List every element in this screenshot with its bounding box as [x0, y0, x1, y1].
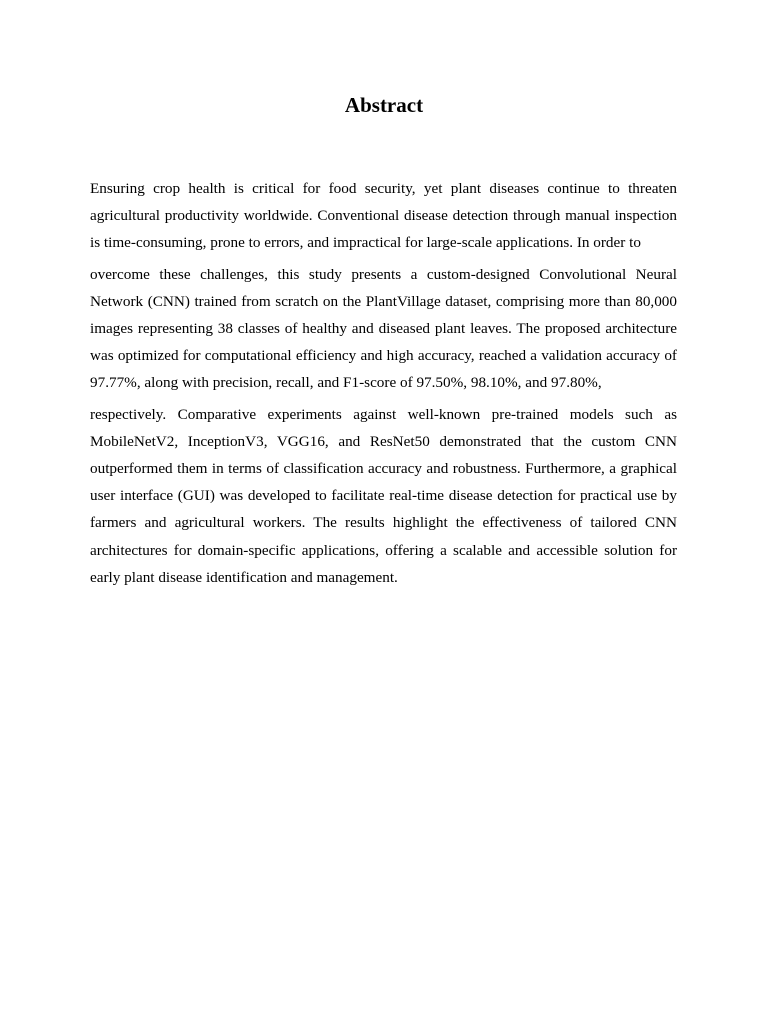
- abstract-heading: Abstract: [344, 93, 424, 117]
- abstract-paragraph: [90, 175, 677, 591]
- abstract-text-part-1: Ensuring crop health is critical for food security, yet plant diseases continue to threaten agricultural productivity worldwide. Conventional disease detection through manual inspection is time-consuming, prone to errors, and impractical for large-scale applications. In order to: [90, 180, 677, 252]
- line-gap: [90, 397, 677, 401]
- line-gap: [90, 257, 677, 261]
- abstract-text-part-2: overcome these challenges, this study presents a custom-designed Convolutional Neural Network (CNN) trained from scratch on the PlantVillage dataset, comprising more than 80,000 images representing 38 classes of healthy and diseased plant leaves. The proposed architecture was optimized for computational efficiency and high accuracy, reached a validation accuracy of 97.77%, along with precision, recall, and F1-score of 97.50%, 98.10%, and 97.80%,: [90, 265, 677, 392]
- abstract-text-part-3: respectively. Comparative experiments against well-known pre-trained models such as MobileNetV2, InceptionV3, VGG16, and ResNet50 demonstrated that the custom CNN outperformed them in terms of classification accuracy and robustness. Furthermore, a graphical user interface (GUI) was developed to facilitate real-time disease detection for practical use by farmers and agricultural workers. The results highlight the effectiveness of tailored CNN architectures for domain-specific applications, offering a scalable and accessible solution for early plant disease identification and management.: [90, 405, 677, 586]
